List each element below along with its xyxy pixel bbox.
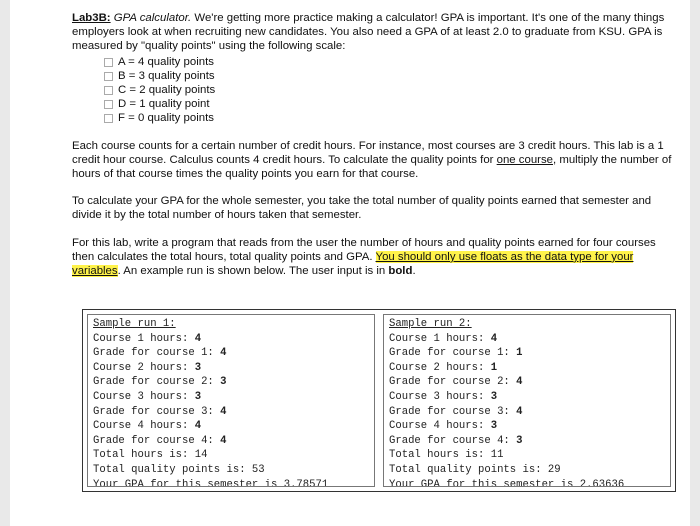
console-line: Course 4 hours: 3: [389, 420, 498, 433]
user-input: 3: [220, 376, 227, 389]
user-input: 3: [490, 420, 498, 433]
instructions-paragraph: For this lab, write a program that reads from the user the number of hours and quality points earned for four courses then calculates the total hours, total quality points and GPA. You should only use floats as the data type for your variables. An example run is shown below. The user input is in bold.: [72, 236, 656, 277]
user-input: 4: [516, 376, 523, 389]
console-line: Your GPA for this semester is 3.78571: [93, 478, 329, 487]
list-item: F = 0 quality points: [104, 111, 674, 125]
console-line: Total quality points is: 53: [93, 463, 265, 476]
console-line: Grade for course 3: 4: [93, 405, 227, 418]
user-input: 3: [490, 390, 498, 403]
sample-run-title: Sample run 1:: [93, 318, 176, 330]
checkbox-bullet-icon: [104, 86, 113, 95]
credit-hours-paragraph: Each course counts for a certain number of credit hours. For instance, most courses are 3 credit hours. This lab is a 1 credit hour course. Calculus counts 4 credit hours. To calculate the quality points for one course, multiply the number of hours of that course times the quality points you earn for that course.: [72, 139, 672, 180]
console-line: Your GPA for this semester is 2.63636: [389, 478, 625, 487]
document-page: [10, 0, 690, 526]
checkbox-bullet-icon: [104, 58, 113, 67]
highlighted-requirement: You should only use floats as the data type for your variables: [72, 250, 634, 277]
sample-run-title: Sample run 2:: [389, 318, 472, 330]
intro-paragraph: [72, 11, 674, 54]
checkbox-bullet-icon: [104, 114, 113, 123]
console-line: Course 2 hours: 1: [389, 361, 498, 374]
console-line: Course 1 hours: 4: [389, 332, 498, 345]
console-line: Course 3 hours: 3: [93, 390, 202, 403]
list-item: C = 2 quality points: [104, 83, 674, 97]
console-line: Course 3 hours: 3: [389, 390, 498, 403]
console-line: Course 2 hours: 3: [93, 361, 202, 374]
list-item: D = 1 quality point: [104, 97, 674, 111]
sample-run-2: [383, 314, 671, 487]
grade-scale-list: [72, 55, 674, 126]
console-line: Course 4 hours: 4: [93, 420, 202, 433]
list-item: B = 3 quality points: [104, 69, 674, 83]
user-input: 3: [194, 390, 202, 403]
console-line: Grade for course 2: 4: [389, 376, 523, 389]
assignment-text: [72, 11, 674, 278]
checkbox-bullet-icon: [104, 72, 113, 81]
user-input: 1: [516, 347, 523, 360]
user-input: 4: [220, 405, 227, 418]
console-line: Grade for course 3: 4: [389, 405, 523, 418]
user-input: 4: [220, 347, 227, 360]
intro-text: We're getting more practice making a calculator! GPA is important. It's one of the many things employers look at when recruiting new candidates. You also need a GPA of at least 2.0 to graduate from KSU. GPA is measured by "quality points" using the following scale:: [72, 12, 665, 53]
checkbox-bullet-icon: [104, 100, 113, 109]
user-input: 4: [516, 405, 523, 418]
user-input: 4: [490, 332, 498, 345]
user-input: 4: [194, 420, 202, 433]
console-line: Grade for course 1: 1: [389, 347, 523, 360]
user-input: 1: [490, 361, 498, 374]
console-line: Total quality points is: 29: [389, 463, 561, 476]
sample-runs-table: [82, 309, 676, 492]
console-line: Grade for course 1: 4: [93, 347, 227, 360]
sample-run-1: [87, 314, 375, 487]
console-line: Grade for course 4: 3: [389, 434, 523, 447]
console-line: Grade for course 2: 3: [93, 376, 227, 389]
console-line: Course 1 hours: 4: [93, 332, 202, 345]
console-line: Total hours is: 11: [389, 449, 504, 462]
user-input: 4: [220, 434, 227, 447]
user-input: 3: [194, 361, 202, 374]
lab-label: Lab3B:: [72, 12, 111, 24]
user-input: 3: [516, 434, 523, 447]
user-input: 4: [194, 332, 202, 345]
underlined-phrase: one course: [496, 153, 553, 166]
console-line: Total hours is: 14: [93, 449, 208, 462]
console-line: Grade for course 4: 4: [93, 434, 227, 447]
list-item: A = 4 quality points: [104, 55, 674, 69]
lab-title: GPA calculator.: [113, 12, 192, 24]
gpa-paragraph: To calculate your GPA for the whole semester, you take the total number of quality points earned that semester and divide it by the total number of hours taken that semester.: [72, 195, 652, 222]
